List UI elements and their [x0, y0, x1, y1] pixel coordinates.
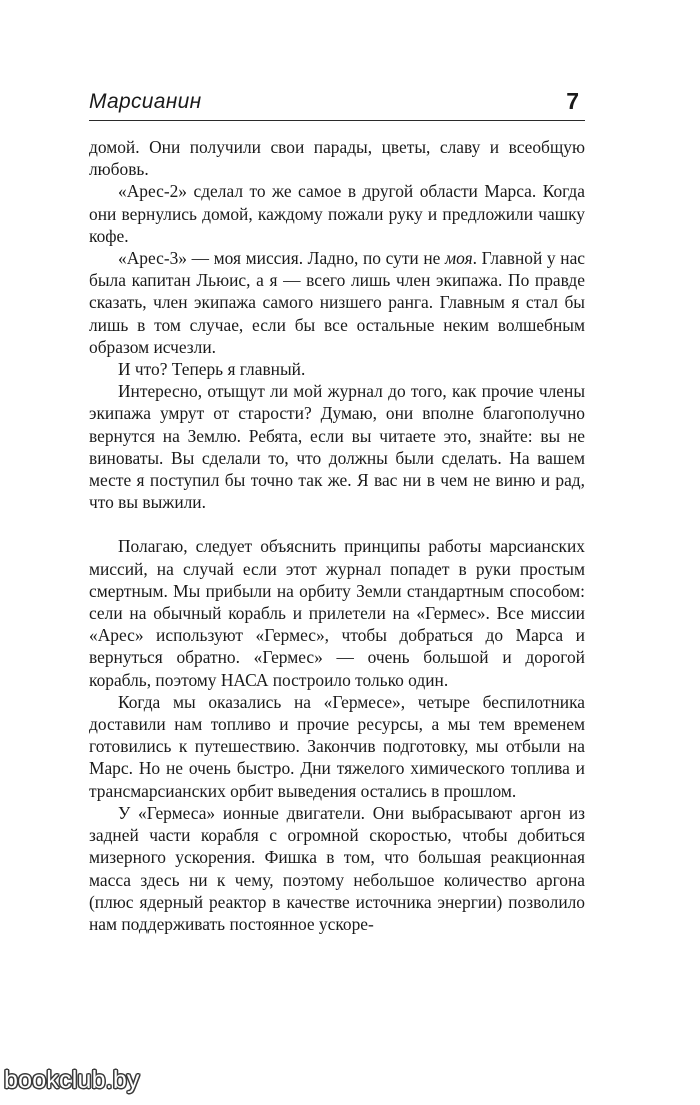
paragraph: домой. Они получили свои парады, цветы, славу и всеобщую любовь.	[89, 137, 585, 180]
body-text	[89, 136, 585, 935]
paragraph: Когда мы оказались на «Гермесе», четыре беспилотника доставили нам топливо и прочие ресурсы, а мы тем временем готовились к путешествию. Закончив подготовку, мы отбыли на Марс. Но не очень быстро. Дни тяжелого химического топлива и трансмарсианских орбит выведения остались в прошлом.	[89, 691, 585, 801]
paragraph: «Арес-2» сделал то же самое в другой области Марса. Когда они вернулись домой, каждому пожали руку и предложили чашку кофе.	[89, 181, 585, 246]
paragraph: «Арес-3» — моя миссия. Ладно, по сути не моя. Главной у нас была капитан Льюис, а я — всего лишь член экипажа. По правде сказать, член экипажа самого низшего ранга. Главным я стал бы лишь в том случае, если бы все остальные неким волшебным образом исчезли.	[89, 248, 586, 357]
page-number: 7	[566, 88, 579, 114]
running-head	[89, 88, 585, 121]
paragraph: И что? Теперь я главный.	[118, 359, 306, 380]
paragraph: У «Гермеса» ионные двигатели. Они выбрасывают аргон из задней части корабля с огромной скоростью, чтобы добиться мизерного ускорения. Фишка в том, что большая реакционная масса здесь ни к чему, поэтому небольшое количество аргона (плюс ядерный реактор в качестве источника энергии) позволило нам поддерживать постоянное ускоре-	[89, 802, 585, 934]
paragraph: Интересно, отыщут ли мой журнал до того, как прочие члены экипажа умрут от старости? Думаю, они вполне благополучно вернутся на Землю. Ребята, если вы читаете это, знайте: вы не виноваты. Вы сделали то, что должны были сделать. На вашем месте я поступил бы точно так же. Я вас ни в чем не виню и рад, что вы выжили.	[89, 381, 585, 513]
paragraph: Полагаю, следует объяснить принципы работы марсианских миссий, на случай если этот журнал попадет в руки простым смертным. Мы прибыли на орбиту Земли стандартным способом: сели на обычный корабль и прилетели на «Гермес». Все миссии «Арес» используют «Гермес», чтобы добраться до Марса и вернуться обратно. «Гермес» — очень большой и дорогой корабль, поэтому НАСА построило только один.	[89, 536, 585, 690]
watermark-logo: bookclub.by	[4, 1066, 140, 1094]
section-break	[89, 513, 585, 535]
book-title: Марсианин	[89, 90, 202, 113]
